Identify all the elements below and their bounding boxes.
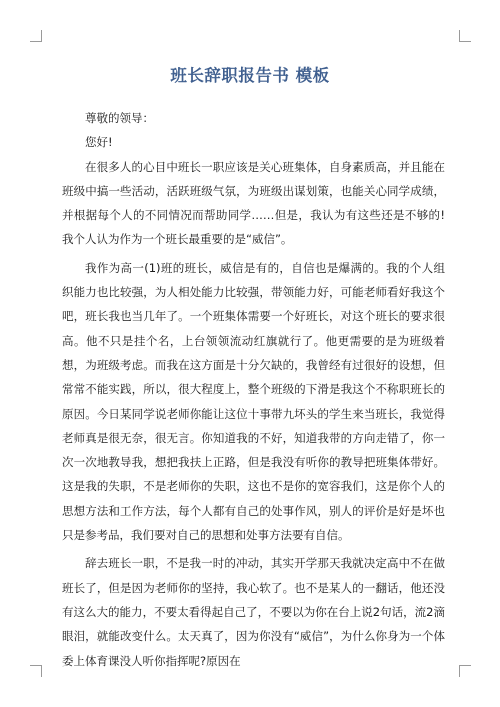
- greeting: 您好!: [85, 135, 113, 150]
- crop-mark-bottom-left: [30, 665, 42, 677]
- paragraph-2: 我作为高一(1)班的班长，威信是有的，自信也是爆满的。我的个人组织能力也比较强，为人相处能力比较强，带领能力好，可能老师看好我这个吧，班长我也当几年了。一个班集体需要一个好班长，对这个班长的要求很高。他不只是挂个名，上台领领流动红旗就行了。他更需要的是为班级着想，为班级考虑。而我在这方面是十分欠缺的，我曾经有过很好的设想，但常常不能实践，所以，很大程度上，整个班级的下滑是我这个不称职班长的原因。今日某同学说老师你能让这位十事带九坏头的学生来当班长，我觉得老师真是很无奈，很无言。你知道我的不好，知道我带的方向走错了，你一次一次地教导我，想把我扶上正路，但是我没有听你的教导把班集体带好。这是我的失职，不是老师你的失职，这也不是你的宽容我们，这是你个人的思想方法和工作方法，每个人都有自己的处事作风，别人的评价是好是坏也只是参考品，我们要对自己的思想和处事方法要有自信。: [62, 260, 445, 543]
- document-body: [62, 106, 445, 673]
- crop-mark-bottom-right: [459, 665, 471, 677]
- paragraph-1: 在很多人的心目中班长一职应该是关心班集体，自身素质高，并且能在班级中搞一些活动，活跃班级气氛，为班级出谋划策，也能关心同学成绩，并根据每个人的不同情况而帮助同学……但是，我认为有这些还是不够的! 我个人认为作为一个班长最重要的是“威信”。: [62, 159, 445, 247]
- paragraph-3: 辞去班长一职，不是我一时的冲动，其实开学那天我就决定高中不在做班长了，但是因为老师你的坚持，我心软了。也不是某人的一翻话，他还没有这么大的能力，不要太看得起自己了，不要以为你在台上说2句话，流2滴眼泪，就能改变什么。太天真了，因为你没有“威信”，为什么你身为一个体委上体育课没人听你指挥呢?原因在: [62, 556, 445, 668]
- document-title: 班长辞职报告书 模板: [170, 66, 330, 85]
- crop-mark-top-right: [459, 30, 471, 42]
- salutation: 尊敬的领导：: [85, 111, 154, 125]
- crop-mark-top-left: [30, 30, 42, 42]
